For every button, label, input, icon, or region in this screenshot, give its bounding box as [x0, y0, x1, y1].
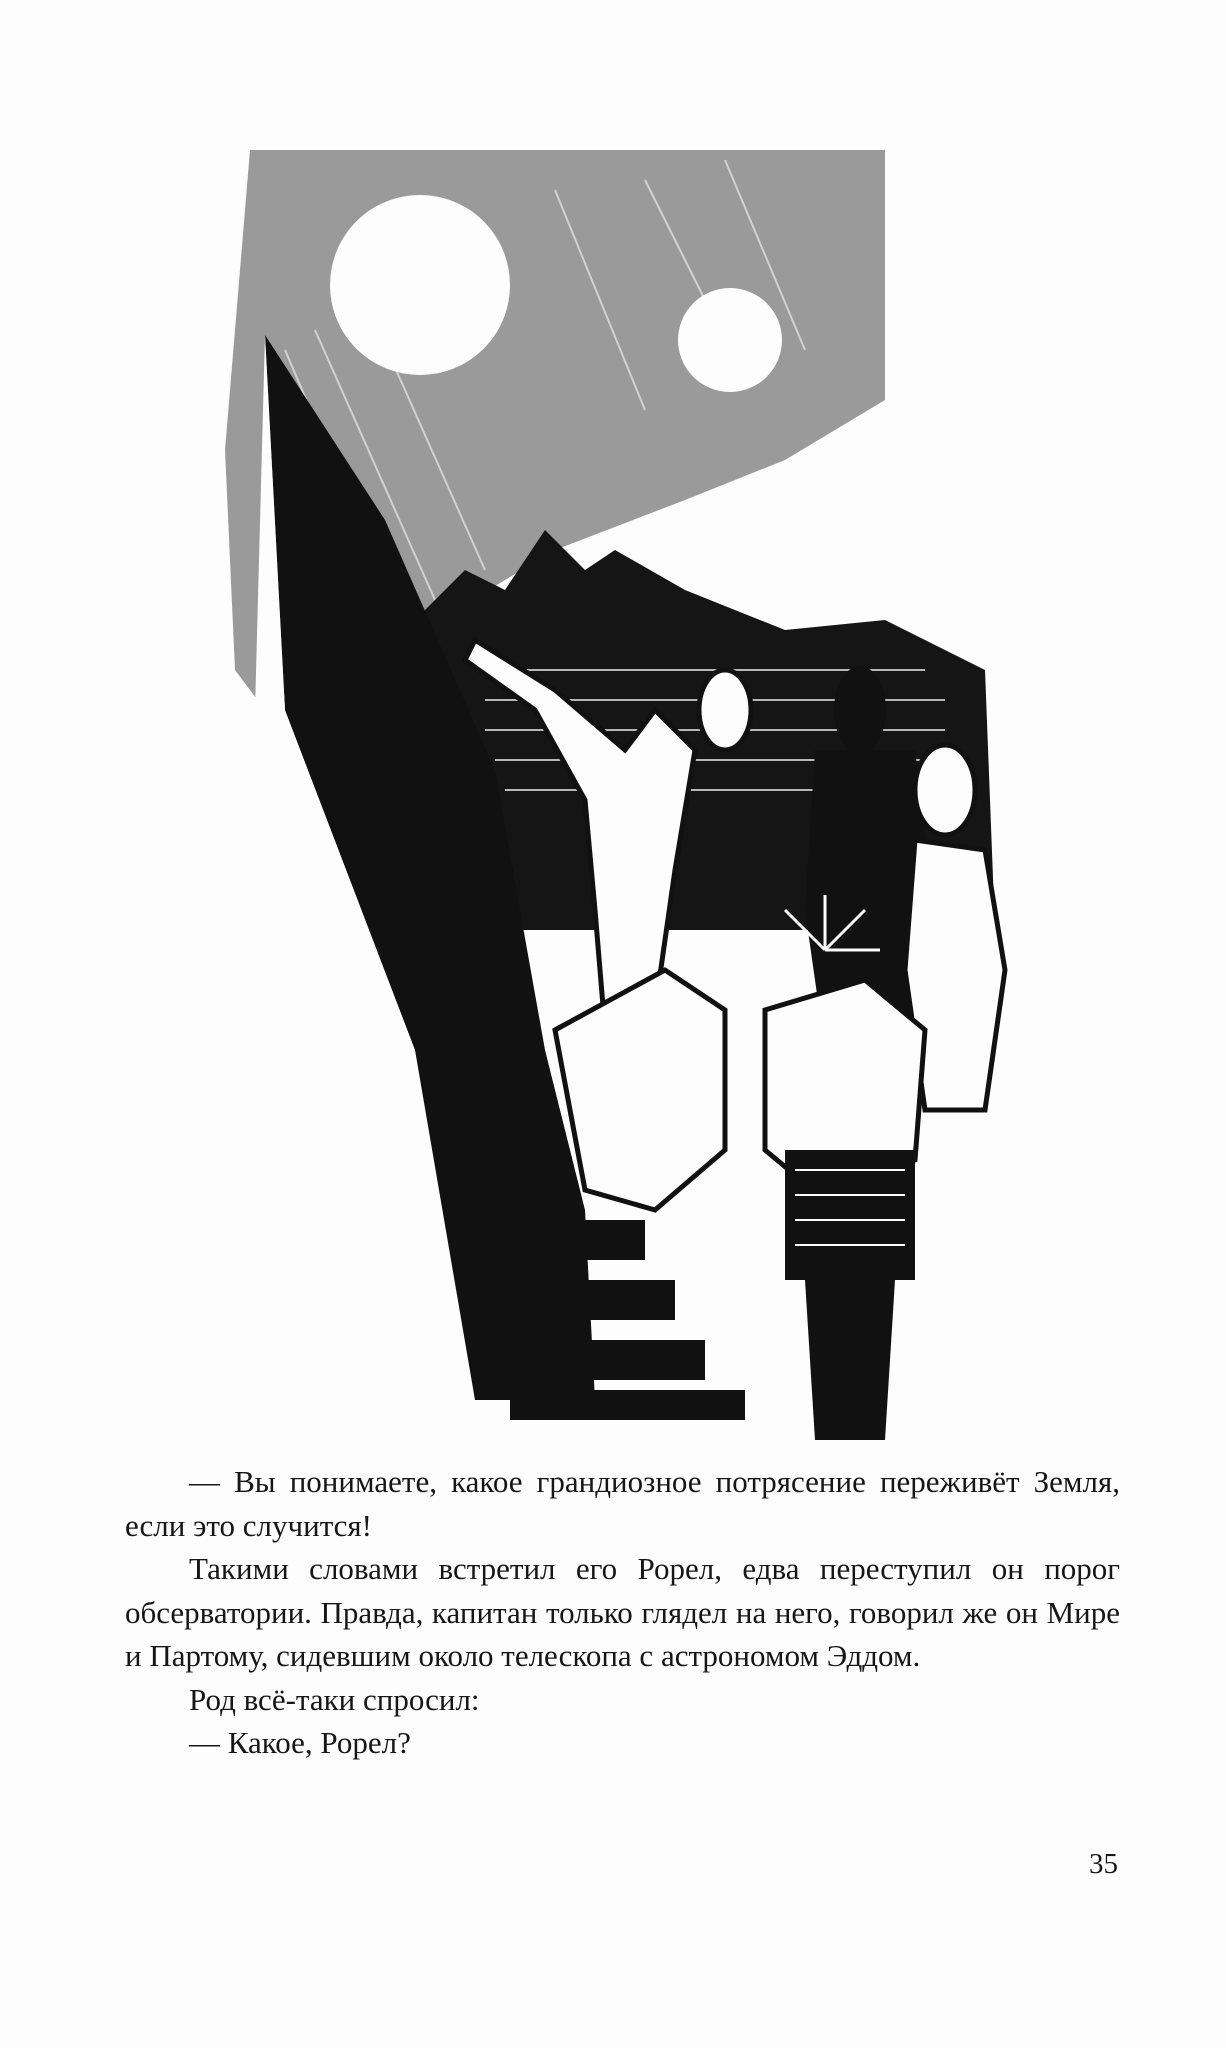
staircase — [475, 1220, 745, 1420]
illustration-drawing — [225, 150, 1015, 1440]
paragraph: Род всё-таки спросил: — [189, 1681, 480, 1717]
page-number: 35 — [1089, 1848, 1118, 1880]
paragraph: — Какое, Рорел? — [189, 1725, 411, 1760]
large-moon — [330, 195, 510, 375]
paragraph: — Вы понимаете, какое грандиозное потрясение переживёт Земля, если это случится! — [125, 1464, 1120, 1543]
small-moon — [678, 288, 782, 392]
paragraph: Такими словами встретил его Рорел, едва переступил он порог обсерватории. Правда, капитан только глядел на него, говорил же он Мире и Партому, сидевшим около телескопа с астрономом Эддом. — [125, 1551, 1120, 1673]
console-device — [785, 1150, 915, 1440]
illustration — [225, 150, 1015, 1440]
body-text — [125, 1460, 1120, 1765]
